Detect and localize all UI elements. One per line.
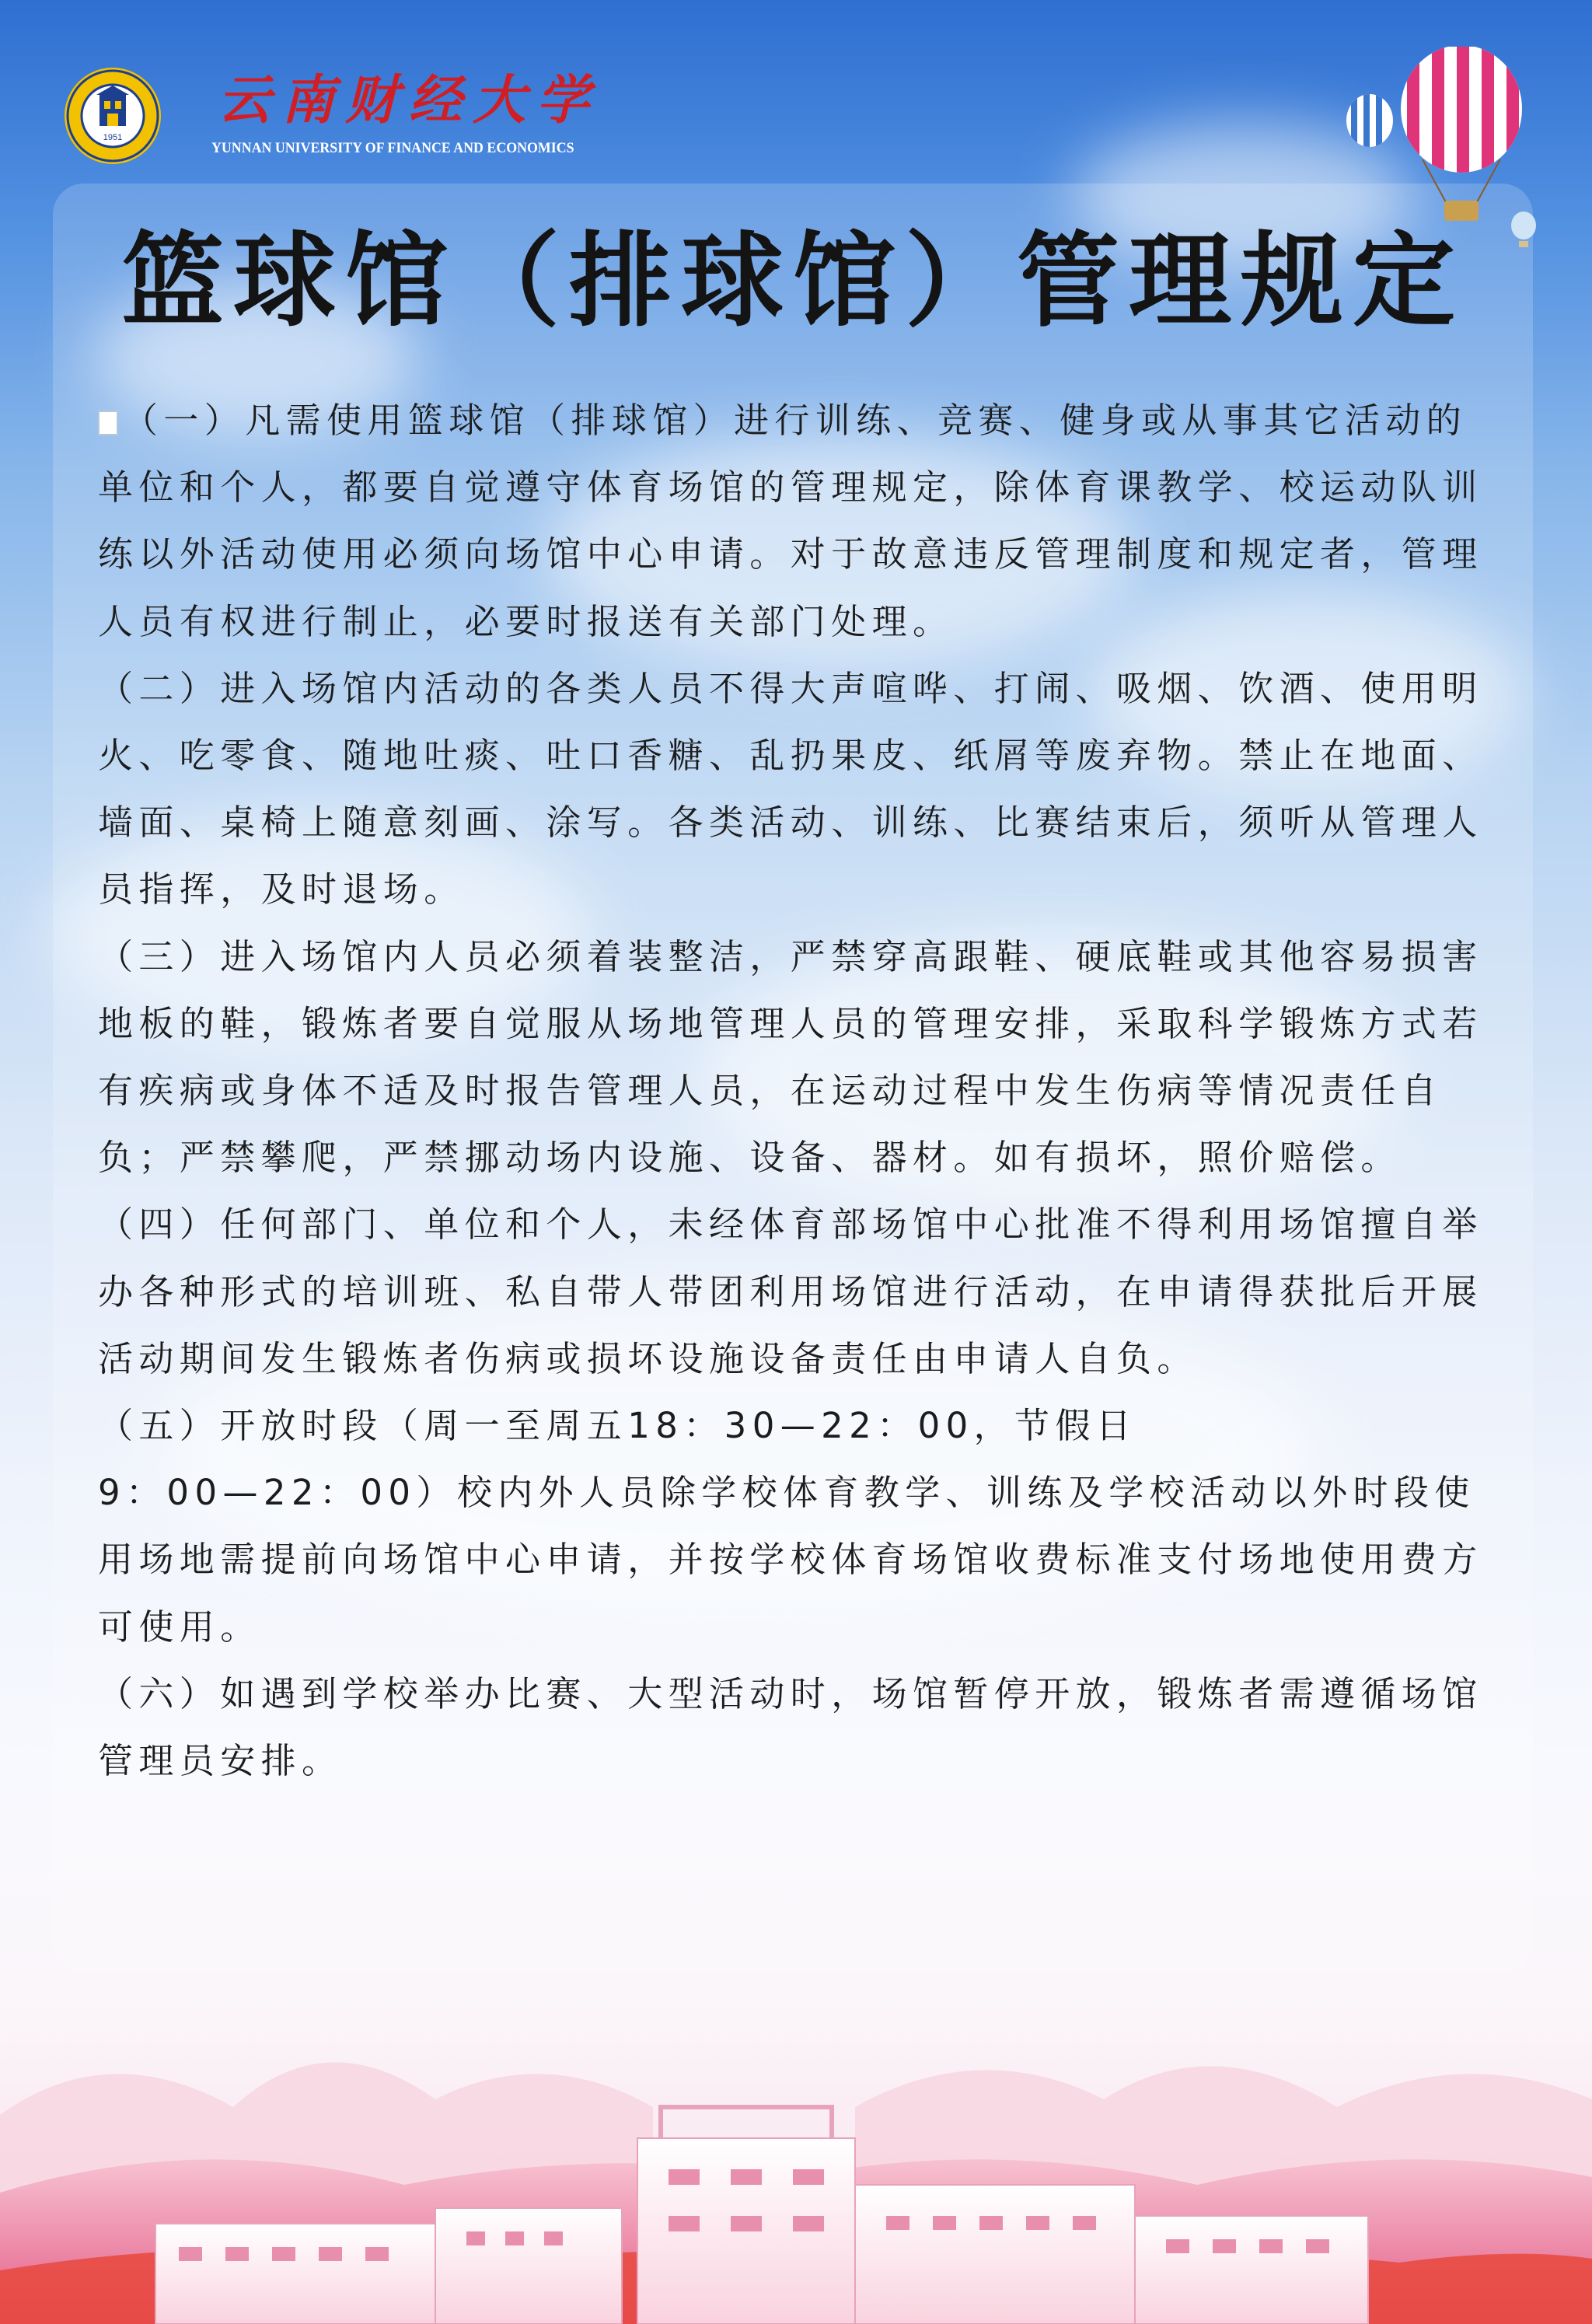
paragraph-number: （六） bbox=[98, 1672, 221, 1714]
document-icon bbox=[98, 411, 118, 435]
paragraph-number: （二） bbox=[98, 667, 221, 709]
regulations-body bbox=[98, 387, 1497, 1795]
regulation-paragraph-2 bbox=[98, 655, 1497, 924]
paragraph-text: 开放时段（周一至周五18：30—22：00，节假日 bbox=[220, 1405, 1137, 1447]
svg-text:1951: 1951 bbox=[103, 133, 123, 142]
paragraph-number: （三） bbox=[98, 935, 221, 977]
paragraph-text: 任何部门、单位和个人，未经体育部场馆中心批准不得利用场馆擅自举办各种形式的培训班、私自带人带团利用场馆进行活动，在申请得获批后开展活动期间发生锻炼者伤病或损坏设施设备责任由申请人自负。 bbox=[98, 1204, 1483, 1379]
paragraph-number: （五） bbox=[98, 1405, 221, 1447]
paragraph-text: 进入场馆内人员必须着装整洁，严禁穿高跟鞋、硬底鞋或其他容易损害地板的鞋，锻炼者要自觉服从场地管理人员的管理安排，采取科学锻炼方式若有疾病或身体不适及时报告管理人员，在运动过程中发生伤病等情况责任自负；严禁攀爬，严禁挪动场内设施、设备、器材。如有损坏，照价赔偿。 bbox=[98, 935, 1483, 1179]
university-seal-icon bbox=[62, 65, 163, 166]
regulation-paragraph-6 bbox=[98, 1661, 1497, 1795]
paragraph-text: 凡需使用篮球馆（排球馆）进行训练、竞赛、健身或从事其它活动的单位和个人，都要自觉遵守体育场馆的管理规定，除体育课教学、校运动队训练以外活动使用必须向场馆中心申请。对于故意违反管理制度和规定者，管理人员有权进行制止，必要时报送有关部门处理。 bbox=[98, 400, 1483, 642]
regulation-paragraph-1 bbox=[98, 387, 1497, 655]
paragraph-text: 进入场馆内活动的各类人员不得大声喧哗、打闹、吸烟、饮酒、使用明火、吃零食、随地吐痰、吐口香糖、乱扔果皮、纸屑等废弃物。禁止在地面、墙面、桌椅上随意刻画、涂写。各类活动、训练、比赛结束后，须听从管理人员指挥，及时退场。 bbox=[98, 667, 1483, 910]
page-title: 篮球馆（排球馆）管理规定 bbox=[121, 222, 1465, 341]
university-name-cn: 云南财经大学 bbox=[218, 69, 601, 131]
paragraph-text: 如遇到学校举办比赛、大型活动时，场馆暂停开放，锻炼者需遵循场馆管理员安排。 bbox=[98, 1672, 1483, 1782]
paragraph-number: （一） bbox=[123, 400, 246, 441]
regulation-paragraph-3 bbox=[98, 924, 1497, 1192]
university-logo bbox=[62, 65, 601, 174]
regulation-paragraph-5 bbox=[98, 1393, 1497, 1661]
paragraph-text-continued: 9：00—22：00）校内外人员除学校体育教学、训练及学校活动以外时段使用场地需提前向场馆中心申请，并按学校体育场馆收费标准支付场地使用费方可使用。 bbox=[98, 1472, 1483, 1648]
paragraph-number: （四） bbox=[98, 1204, 221, 1246]
campus-skyline-illustration bbox=[0, 1990, 1592, 2324]
university-name-en: YUNNAN UNIVERSITY OF FINANCE AND ECONOMICS bbox=[211, 140, 574, 156]
regulation-paragraph-4 bbox=[98, 1191, 1497, 1393]
